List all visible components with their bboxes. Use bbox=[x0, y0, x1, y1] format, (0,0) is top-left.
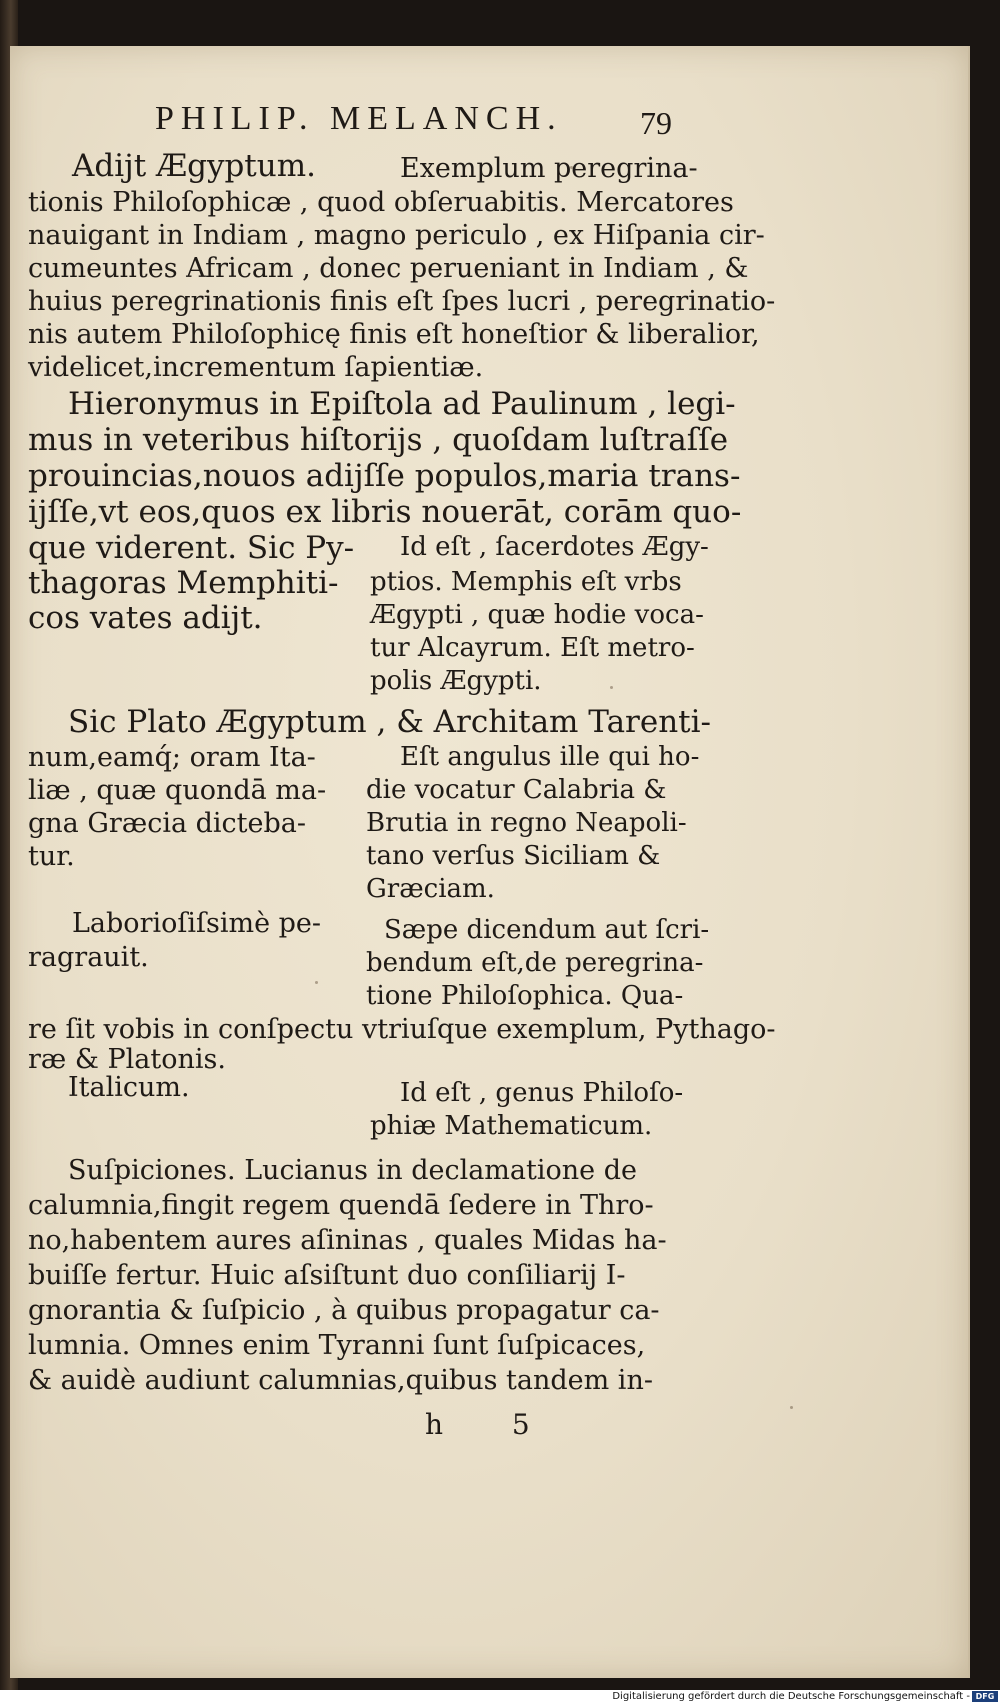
lemma-line: que viderent. Sic Py- bbox=[28, 530, 355, 566]
text-line: videlicet,incrementum ſapientiæ. bbox=[28, 352, 484, 383]
commentary-line: Brutia in regno Neapoli- bbox=[366, 808, 687, 838]
text-line: re ſit vobis in conſpectu vtriuſque exemplum, Pythago- bbox=[28, 1014, 776, 1045]
footer-bar bbox=[0, 1690, 1000, 1703]
commentary-line: bendum eſt,de peregrina- bbox=[366, 948, 704, 978]
text-line: lumnia. Omnes enim Tyranni ſunt ſuſpicaces, bbox=[28, 1330, 646, 1361]
text-line: huius peregrinationis finis eſt ſpes lucri , peregrinatio- bbox=[28, 286, 776, 317]
running-header: PHILIP. MELANCH. bbox=[155, 100, 563, 137]
text-line: gnorantia & ſuſpicio , à quibus propagatur ca- bbox=[28, 1295, 660, 1326]
signature-mark: h 5 bbox=[425, 1408, 560, 1441]
lemma-line: tur. bbox=[28, 841, 75, 872]
commentary-line: Græciam. bbox=[366, 874, 495, 904]
lemma-line: gna Græcia dicteba- bbox=[28, 808, 307, 839]
text-line: mus in veteribus hiſtorijs , quoſdam luſtraſſe bbox=[28, 422, 729, 458]
lemma-line: liæ , quæ quondā ma- bbox=[28, 775, 327, 806]
text-line: calumnia,fingit regem quendā ſedere in Thro- bbox=[28, 1190, 654, 1221]
text-line: & auidè audiunt calumnias,quibus tandem in- bbox=[28, 1365, 653, 1396]
lemma: Adijt Ægyptum. bbox=[72, 148, 316, 184]
commentary-line: ptios. Memphis eſt vrbs bbox=[370, 567, 682, 597]
page-number: 79 bbox=[640, 105, 672, 141]
footer-credit: Digitalisierung gefördert durch die Deutsche Forschungsgemeinschaft - bbox=[612, 1691, 970, 1702]
text-line: ijſſe,vt eos,quos ex libris nouerāt, corām quo- bbox=[28, 494, 742, 530]
commentary-line: tano verſus Siciliam & bbox=[366, 841, 661, 871]
text-line: Hieronymus in Epiſtola ad Paulinum , legi- bbox=[68, 386, 736, 422]
dfg-logo-icon: DFG bbox=[972, 1691, 998, 1702]
text-line: nauigant in Indiam , magno periculo , ex Hiſpania cir- bbox=[28, 220, 765, 251]
commentary-line: tur Alcayrum. Eſt metro- bbox=[370, 633, 695, 663]
lemma-line: cos vates adijt. bbox=[28, 600, 263, 636]
lemma: Italicum. bbox=[68, 1072, 190, 1103]
commentary-line: Ægypti , quæ hodie voca- bbox=[370, 600, 704, 630]
commentary-line: Id eſt , ſacerdotes Ægy- bbox=[400, 532, 709, 562]
text-line: ræ & Platonis. bbox=[28, 1044, 226, 1075]
commentary-line: Id eſt , genus Philoſo- bbox=[400, 1078, 684, 1108]
commentary-line: die vocatur Calabria & bbox=[366, 775, 667, 805]
text-line: tionis Philoſophicæ , quod obſeruabitis. Mercatores bbox=[28, 187, 734, 218]
commentary-line: Eſt angulus ille qui ho- bbox=[400, 742, 700, 772]
text-line: prouincias,nouos adijſſe populos,maria trans- bbox=[28, 458, 741, 494]
commentary-line: polis Ægypti. bbox=[370, 666, 542, 696]
text-line: buiſſe fertur. Huic aſsiſtunt duo conſiliarij I- bbox=[28, 1260, 626, 1291]
text-line: Exemplum peregrina- bbox=[400, 153, 698, 184]
lemma-line: ragrauit. bbox=[28, 942, 149, 973]
lemma-line: num,eamq́; oram Ita- bbox=[28, 742, 316, 773]
commentary-line: phiæ Mathematicum. bbox=[370, 1111, 653, 1141]
commentary-line: Sæpe dicendum aut ſcri- bbox=[384, 915, 710, 945]
lemma-line: Laborioſiſsimè pe- bbox=[72, 908, 322, 939]
text-line: cumeuntes Africam , donec perueniant in Indiam , & bbox=[28, 253, 749, 284]
commentary-line: tione Philoſophica. Qua- bbox=[366, 981, 684, 1011]
text-line: Sic Plato Ægyptum , & Architam Tarenti- bbox=[68, 704, 712, 740]
lemma-line: thagoras Memphiti- bbox=[28, 565, 339, 601]
text-line: nis autem Philoſophicę finis eſt honeſtior & liberalior, bbox=[28, 319, 760, 350]
text-line: Suſpiciones. Lucianus in declamatione de bbox=[68, 1155, 637, 1186]
text-line: no,habentem aures aſininas , quales Midas ha- bbox=[28, 1225, 667, 1256]
